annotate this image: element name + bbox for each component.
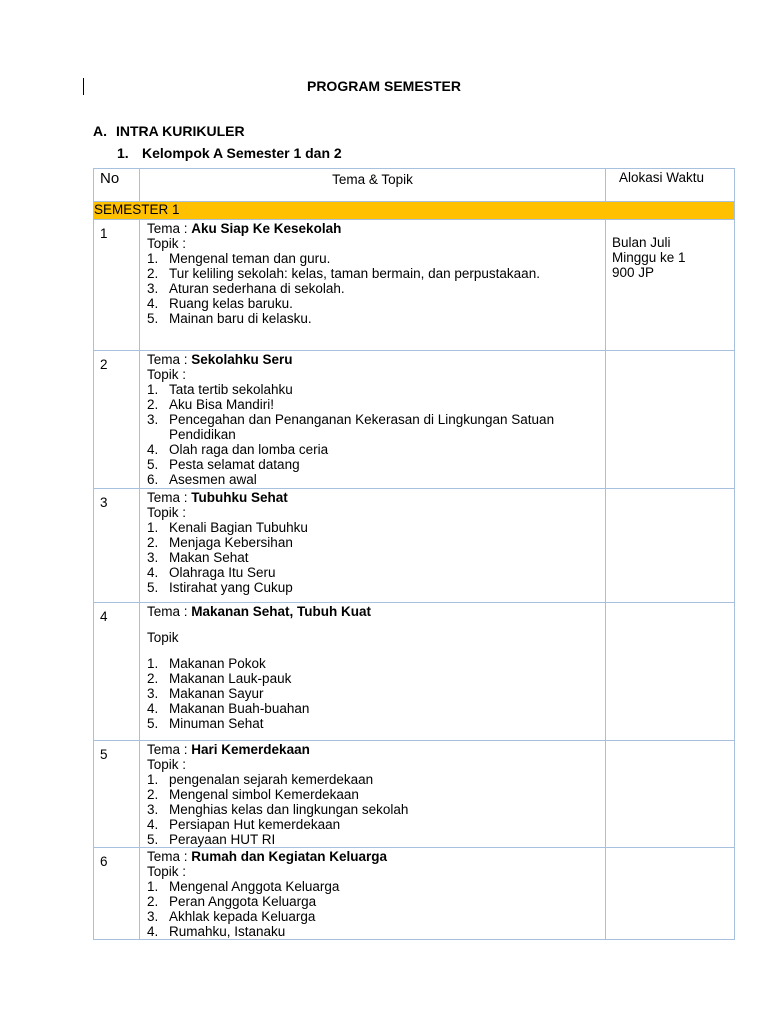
row-number: 2 bbox=[94, 351, 140, 489]
tema-prefix: Tema : bbox=[147, 352, 192, 367]
section-heading bbox=[93, 123, 245, 139]
tema-prefix: Tema : bbox=[147, 604, 192, 619]
topic-text: Peran Anggota Keluarga bbox=[169, 894, 317, 909]
topic-text: Pesta selamat datang bbox=[169, 457, 300, 472]
tema-line bbox=[147, 849, 605, 864]
list-item bbox=[147, 550, 605, 565]
topic-text: Ruang kelas baruku. bbox=[169, 296, 293, 311]
tema-prefix: Tema : bbox=[147, 490, 192, 505]
topic-number: 6. bbox=[147, 472, 159, 487]
list-item bbox=[147, 266, 605, 281]
topic-number: 1. bbox=[147, 251, 159, 266]
topic-number: 5. bbox=[147, 716, 159, 731]
semester-row bbox=[94, 202, 735, 220]
topic-number: 2. bbox=[147, 787, 159, 802]
topic-text: Persiapan Hut kemerdekaan bbox=[169, 817, 341, 832]
list-item bbox=[147, 565, 605, 580]
topic-number: 4. bbox=[147, 296, 159, 311]
topic-text: Olah raga dan lomba ceria bbox=[169, 442, 329, 457]
tema-line bbox=[147, 352, 605, 367]
topic-number: 5. bbox=[147, 832, 159, 847]
table-row bbox=[94, 220, 735, 351]
topik-label: Topik : bbox=[147, 236, 187, 251]
topic-list bbox=[147, 656, 605, 731]
alokasi-cell bbox=[606, 741, 735, 848]
header-alokasi: Alokasi Waktu bbox=[606, 169, 735, 202]
subsection-heading bbox=[117, 145, 342, 161]
tema-line bbox=[147, 490, 605, 505]
topic-text: Menghias kelas dan lingkungan sekolah bbox=[169, 802, 409, 817]
topic-text: Menjaga Kebersihan bbox=[169, 535, 293, 550]
list-item bbox=[147, 656, 605, 671]
tema-title: Rumah dan Kegiatan Keluarga bbox=[191, 849, 388, 864]
topic-text: Makanan Sayur bbox=[169, 686, 264, 701]
table-row bbox=[94, 603, 735, 741]
tema-topik-cell bbox=[140, 741, 606, 848]
tema-prefix: Tema : bbox=[147, 849, 192, 864]
topic-number: 5. bbox=[147, 311, 159, 326]
tema-line bbox=[147, 221, 605, 236]
list-item bbox=[147, 397, 605, 412]
topic-text: Makanan Buah-buahan bbox=[169, 701, 310, 716]
alokasi-cell bbox=[606, 489, 735, 603]
topic-list bbox=[147, 520, 605, 595]
list-item bbox=[147, 580, 605, 595]
topic-number: 4. bbox=[147, 565, 159, 580]
tema-topik-cell bbox=[140, 603, 606, 741]
topic-number: 5. bbox=[147, 457, 159, 472]
topic-number: 4. bbox=[147, 817, 159, 832]
topic-text: Kenali Bagian Tubuhku bbox=[169, 520, 308, 535]
list-item bbox=[147, 671, 605, 686]
topic-number: 2. bbox=[147, 894, 159, 909]
topic-text: pengenalan sejarah kemerdekaan bbox=[169, 772, 374, 787]
tema-title: Sekolahku Seru bbox=[191, 352, 293, 367]
topic-text: Istirahat yang Cukup bbox=[169, 580, 293, 595]
alokasi-line: 900 JP bbox=[612, 265, 655, 280]
list-item bbox=[147, 251, 605, 266]
alokasi-cell bbox=[606, 603, 735, 741]
tema-prefix: Tema : bbox=[147, 742, 192, 757]
topic-number: 3. bbox=[147, 909, 159, 924]
list-item bbox=[147, 281, 605, 296]
section-label: INTRA KURIKULER bbox=[116, 123, 245, 139]
topic-text: Rumahku, Istanaku bbox=[169, 924, 286, 939]
semester-label: SEMESTER 1 bbox=[94, 202, 735, 220]
topic-text: Mengenal teman dan guru. bbox=[169, 251, 331, 266]
topik-label: Topik : bbox=[147, 757, 187, 772]
topic-number: 1. bbox=[147, 520, 159, 535]
tema-title: Hari Kemerdekaan bbox=[191, 742, 310, 757]
table-row bbox=[94, 848, 735, 940]
tema-topik-cell bbox=[140, 220, 606, 351]
row-number: 5 bbox=[94, 741, 140, 848]
list-item bbox=[147, 457, 605, 472]
topic-number: 4. bbox=[147, 442, 159, 457]
spacer bbox=[147, 645, 605, 656]
subsection-number: 1. bbox=[117, 145, 129, 161]
topic-list bbox=[147, 382, 605, 487]
topic-number: 3. bbox=[147, 412, 159, 427]
topik-label: Topik bbox=[147, 630, 179, 645]
topic-text: Makan Sehat bbox=[169, 550, 249, 565]
topik-label: Topik : bbox=[147, 505, 187, 520]
alokasi-cell bbox=[606, 848, 735, 940]
topic-text: Aturan sederhana di sekolah. bbox=[169, 281, 345, 296]
list-item bbox=[147, 772, 605, 787]
row-number: 6 bbox=[94, 848, 140, 940]
tema-topik-cell bbox=[140, 489, 606, 603]
section-letter: A. bbox=[93, 123, 107, 139]
header-tema: Tema & Topik bbox=[140, 169, 606, 202]
topic-text: Perayaan HUT RI bbox=[169, 832, 276, 847]
topic-number: 1. bbox=[147, 879, 159, 894]
alokasi-line: Bulan Juli bbox=[612, 235, 671, 250]
list-item bbox=[147, 909, 605, 924]
list-item bbox=[147, 686, 605, 701]
tema-line bbox=[147, 742, 605, 757]
topic-text: Makanan Lauk-pauk bbox=[169, 671, 292, 686]
tema-topik-cell bbox=[140, 351, 606, 489]
tema-topik-cell bbox=[140, 848, 606, 940]
topic-text: Tur keliling sekolah: kelas, taman bermain, dan perpustakaan. bbox=[169, 266, 540, 281]
page-title: PROGRAM SEMESTER bbox=[306, 78, 461, 94]
list-item bbox=[147, 296, 605, 311]
topic-list bbox=[147, 772, 605, 847]
topic-number: 3. bbox=[147, 281, 159, 296]
topic-text: Olahraga Itu Seru bbox=[169, 565, 276, 580]
topic-text: Mengenal Anggota Keluarga bbox=[169, 879, 340, 894]
table-row bbox=[94, 351, 735, 489]
topic-text: Mengenal simbol Kemerdekaan bbox=[169, 787, 359, 802]
program-table bbox=[93, 168, 735, 940]
list-item bbox=[147, 716, 605, 731]
table-row bbox=[94, 741, 735, 848]
topik-label: Topik : bbox=[147, 367, 187, 382]
topic-text: Akhlak kepada Keluarga bbox=[169, 909, 316, 924]
tema-title: Tubuhku Sehat bbox=[191, 490, 288, 505]
topic-number: 4. bbox=[147, 701, 159, 716]
topic-number: 3. bbox=[147, 686, 159, 701]
topic-number: 3. bbox=[147, 802, 159, 817]
row-number: 1 bbox=[94, 220, 140, 351]
topic-number: 2. bbox=[147, 671, 159, 686]
spacer bbox=[147, 619, 605, 630]
tema-prefix: Tema : bbox=[147, 221, 192, 236]
topic-number: 1. bbox=[147, 382, 159, 397]
topic-text: Asesmen awal bbox=[169, 472, 257, 487]
alokasi-cell bbox=[606, 220, 735, 351]
topic-number: 2. bbox=[147, 266, 159, 281]
list-item bbox=[147, 817, 605, 832]
topic-number: 5. bbox=[147, 580, 159, 595]
subsection-label: Kelompok A Semester 1 dan 2 bbox=[142, 145, 342, 161]
row-number: 4 bbox=[94, 603, 140, 741]
alokasi-line: Minggu ke 1 bbox=[612, 250, 686, 265]
list-item bbox=[147, 894, 605, 909]
topic-list bbox=[147, 251, 605, 326]
list-item bbox=[147, 701, 605, 716]
topik-label: Topik : bbox=[147, 864, 187, 879]
tema-title: Makanan Sehat, Tubuh Kuat bbox=[191, 604, 372, 619]
list-item bbox=[147, 442, 605, 457]
table-header-row bbox=[94, 169, 735, 202]
topic-text: Makanan Pokok bbox=[169, 656, 266, 671]
topic-number: 4. bbox=[147, 924, 159, 939]
list-item bbox=[147, 802, 605, 817]
topic-text: Pencegahan dan Penanganan Kekerasan di Lingkungan Satuan Pendidikan bbox=[169, 412, 555, 442]
list-item bbox=[147, 382, 605, 397]
list-item bbox=[147, 787, 605, 802]
topic-text: Minuman Sehat bbox=[169, 716, 264, 731]
tema-line bbox=[147, 604, 605, 619]
list-item bbox=[147, 472, 605, 487]
topic-number: 3. bbox=[147, 550, 159, 565]
topic-number: 1. bbox=[147, 772, 159, 787]
list-item bbox=[147, 535, 605, 550]
list-item bbox=[147, 924, 605, 939]
row-number: 3 bbox=[94, 489, 140, 603]
topic-text: Mainan baru di kelasku. bbox=[169, 311, 312, 326]
table-row bbox=[94, 489, 735, 603]
topic-number: 1. bbox=[147, 656, 159, 671]
list-item bbox=[147, 520, 605, 535]
alokasi-cell bbox=[606, 351, 735, 489]
list-item bbox=[147, 832, 605, 847]
topic-text: Aku Bisa Mandiri! bbox=[169, 397, 275, 412]
header-no: No bbox=[94, 169, 140, 202]
topic-number: 2. bbox=[147, 397, 159, 412]
tema-title: Aku Siap Ke Kesekolah bbox=[191, 221, 342, 236]
list-item bbox=[147, 412, 605, 442]
topic-number: 2. bbox=[147, 535, 159, 550]
list-item bbox=[147, 879, 605, 894]
topic-list bbox=[147, 879, 605, 939]
list-item bbox=[147, 311, 605, 326]
topic-text: Tata tertib sekolahku bbox=[169, 382, 293, 397]
